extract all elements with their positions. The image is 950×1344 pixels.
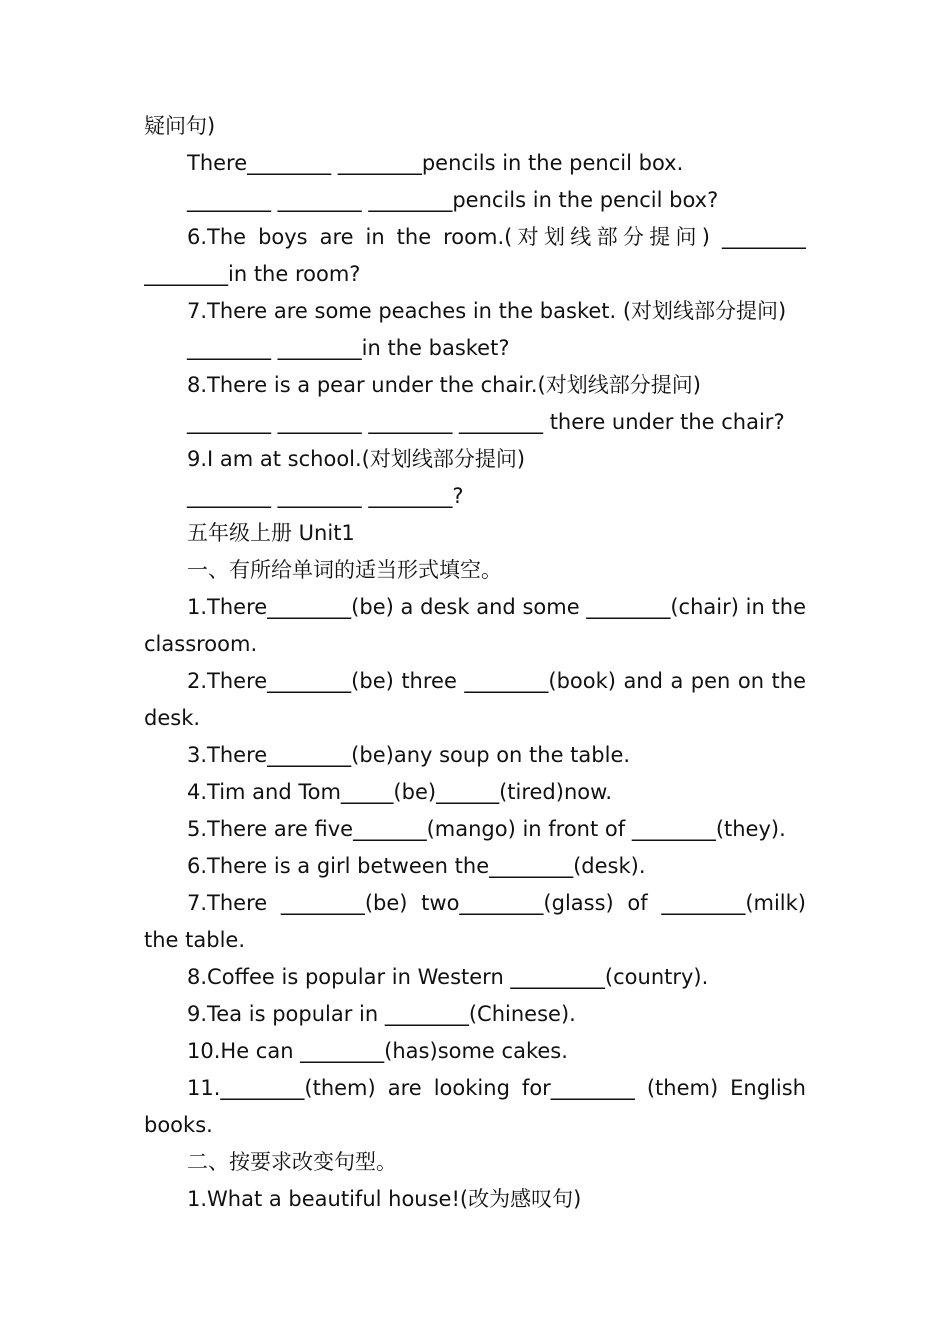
text-line: ________in the room? bbox=[144, 262, 361, 286]
question-line: 2.There________(be) three ________(book) and a pen on the bbox=[187, 669, 806, 693]
question-line: 5.There are five_______(mango) in front of ________(they). bbox=[187, 817, 786, 841]
question-line: 10.He can ________(has)some cakes. bbox=[187, 1039, 568, 1063]
question-line: 8.There is a pear under the chair.(对划线部分提问) bbox=[187, 373, 701, 397]
text-line: desk. bbox=[144, 706, 201, 730]
text-line: books. bbox=[144, 1113, 213, 1137]
section-heading: 二、按要求改变句型。 bbox=[187, 1150, 397, 1174]
section-heading: 一、有所给单词的适当形式填空。 bbox=[187, 558, 502, 582]
question-line: 6.The boys are in the room.(对划线部分提问) ________ bbox=[187, 225, 806, 249]
section-title: 五年级上册 Unit1 bbox=[187, 521, 355, 545]
question-line: 7.There ________(be) two________(glass) of ________(milk) bbox=[187, 891, 806, 915]
text-line: ________ ________ ________pencils in the pencil box? bbox=[187, 188, 719, 212]
question-line: 9.Tea is popular in ________(Chinese). bbox=[187, 1002, 576, 1026]
question-line: 1.There________(be) a desk and some ________(chair) in the bbox=[187, 595, 806, 619]
text-line: ________ ________in the basket? bbox=[187, 336, 510, 360]
text-line: the table. bbox=[144, 928, 246, 952]
question-line: 4.Tim and Tom_____(be)______(tired)now. bbox=[187, 780, 613, 804]
question-line: 11.________(them) are looking for________ (them) English bbox=[187, 1076, 806, 1100]
question-line: 7.There are some peaches in the basket. (对划线部分提问) bbox=[187, 299, 787, 323]
question-line: 8.Coffee is popular in Western _________(country). bbox=[187, 965, 709, 989]
text-line: ________ ________ ________ ________ there under the chair? bbox=[187, 410, 785, 434]
question-line: 1.What a beautiful house!(改为感叹句) bbox=[187, 1187, 582, 1211]
text-line: 疑问句) bbox=[144, 114, 216, 138]
text-line: There________ ________pencils in the pencil box. bbox=[187, 151, 684, 175]
question-line: 6.There is a girl between the________(desk). bbox=[187, 854, 646, 878]
worksheet-body bbox=[144, 108, 806, 1218]
text-line: ________ ________ ________? bbox=[187, 484, 464, 508]
question-line: 3.There________(be)any soup on the table. bbox=[187, 743, 631, 767]
question-line: 9.I am at school.(对划线部分提问) bbox=[187, 447, 526, 471]
text-line: classroom. bbox=[144, 632, 258, 656]
